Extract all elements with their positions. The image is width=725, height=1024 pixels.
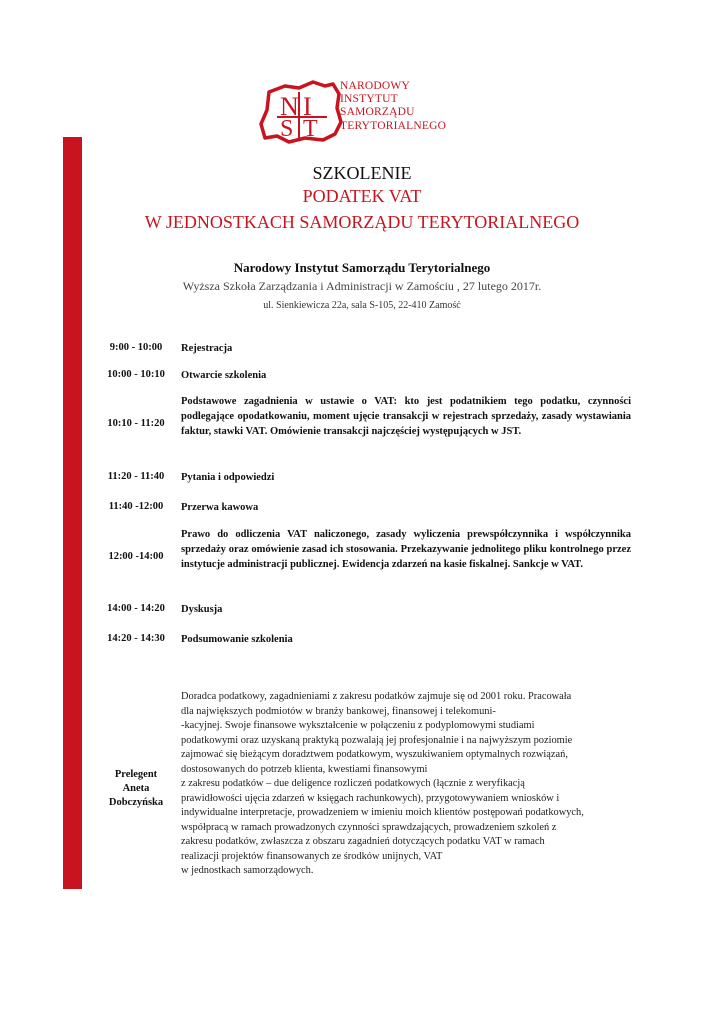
document-title: SZKOLENIE [312,163,412,183]
logo-line: SAMORZĄDU [340,106,415,119]
agenda-item: Dyskusja [181,604,223,615]
venue-date: Wyższa Szkoła Zarządzania i Administracji w Zamościu , 27 lutego 2017r. [182,279,542,293]
agenda-item: Przerwa kawowa [181,502,259,513]
bio-line: zajmować się bieżącym doradztwem podatkowym, wyszukiwaniem optymalnych rozwiązań, [181,749,568,760]
svg-text:T: T [303,116,318,142]
bio-line: zakresu podatków, zwłaszcza z obszaru zagadnień dotyczących podatku VAT w ramach [181,836,545,847]
agenda-item: Otwarcie szkolenia [181,370,267,381]
agenda-item: Podsumowanie szkolenia [181,634,293,645]
training-topic: PODATEK VAT [302,186,422,206]
bio-line: prawidłowości ujęcia zdarzeń w księgach rachunkowych), przygotowywaniem wniosków i [181,792,560,804]
training-subtopic: W JEDNOSTKACH SAMORZĄDU TERYTORIALNEGO [144,212,580,232]
speaker-role: Prelegent [114,769,158,780]
logo-line: NARODOWY [340,80,410,92]
bio-line: Doradca podatkowy, zagadnieniami z zakresu podatków zajmuje się od 2001 roku. Pracowała [181,691,572,702]
svg-text:N: N [280,92,299,121]
logo-line: INSTYTUT [340,93,398,106]
agenda-item: Pytania i odpowiedzi [181,472,275,483]
agenda-time: 9:00 - 10:00 [109,342,163,353]
bio-line: podatkowymi oraz uzyskaną praktyką pozwalają jej profesjonalnie i na najwyższym poziomie [181,734,573,746]
logo-line: TERYTORIALNEGO [340,119,447,132]
speaker-label [96,768,176,810]
bio-line: indywidualne interpretacje, prowadzeniem w imieniu moich klientów postępowań podatkowych, [181,807,584,818]
speaker-first-name: Aneta [122,783,150,794]
agenda-item: Podstawowe zagadnienia w ustawie o VAT: kto jest podatnikiem tego podatku, czynności podlegające opodatkowaniu, moment ujęcie transakcji w rejestrach sprzedaży, zasady wystawiania faktur, stawki VAT. Omówienie transakcji najczęściej występujących w JST. [181,396,631,438]
bio-line: dostosowanych do potrzeb klienta, kwestiami finansowymi [181,763,428,775]
agenda-time: 14:00 - 14:20 [107,603,165,614]
bio-line: współpracą w ramach prowadzonych czynności sprawdzających, prowadzeniem szkoleń z [181,821,557,833]
agenda-time: 11:40 -12:00 [108,501,164,512]
bio-line: z zakresu podatków – due deligence rozliczeń podatkowych (łącznie z weryfikacją [181,778,525,789]
agenda-time: 10:00 - 10:10 [107,369,165,380]
bio-line: realizacji projektów finansowanych ze środków unijnych, VAT [181,850,443,862]
speaker-bio [181,690,641,879]
bio-line: w jednostkach samorządowych. [181,865,314,876]
poland-outline-icon [261,82,341,142]
agenda-time: 12:00 -14:00 [108,551,164,562]
red-side-bar [63,137,82,889]
agenda-item: Prawo do odliczenia VAT naliczonego, zasady wyliczenia prewspółczynnika i współczynnika sprzedaży oraz omówienie zasad ich stosowania. Przekazywanie jednolitego pliku kontrolnego przez instytucje administracji publicznej. Ewidencja zdarzeń na kasie fiskalnej. Sankcje w VAT. [181,529,631,571]
logo-wordmark [340,80,446,133]
svg-text:S: S [280,116,294,142]
organizer: Narodowy Instytut Samorządu Terytorialnego [233,260,491,275]
bio-line: -kacyjnej. Swoje finansowe wykształcenie w połączeniu z podyplomowymi studiami [181,720,535,731]
speaker-last-name: Dobczyńska [108,797,164,808]
agenda-time: 11:20 - 11:40 [107,471,165,482]
agenda-item: Rejestracja [181,343,233,354]
bio-line: dla największych podmiotów w branży bankowej, finansowej i telekomuni- [181,705,496,717]
svg-text:I: I [303,92,312,121]
agenda-time: 10:10 - 11:20 [107,418,165,429]
address: ul. Sienkiewicza 22a, sala S-105, 22-410 Zamość [263,300,461,311]
agenda-time: 14:20 - 14:30 [107,633,165,644]
